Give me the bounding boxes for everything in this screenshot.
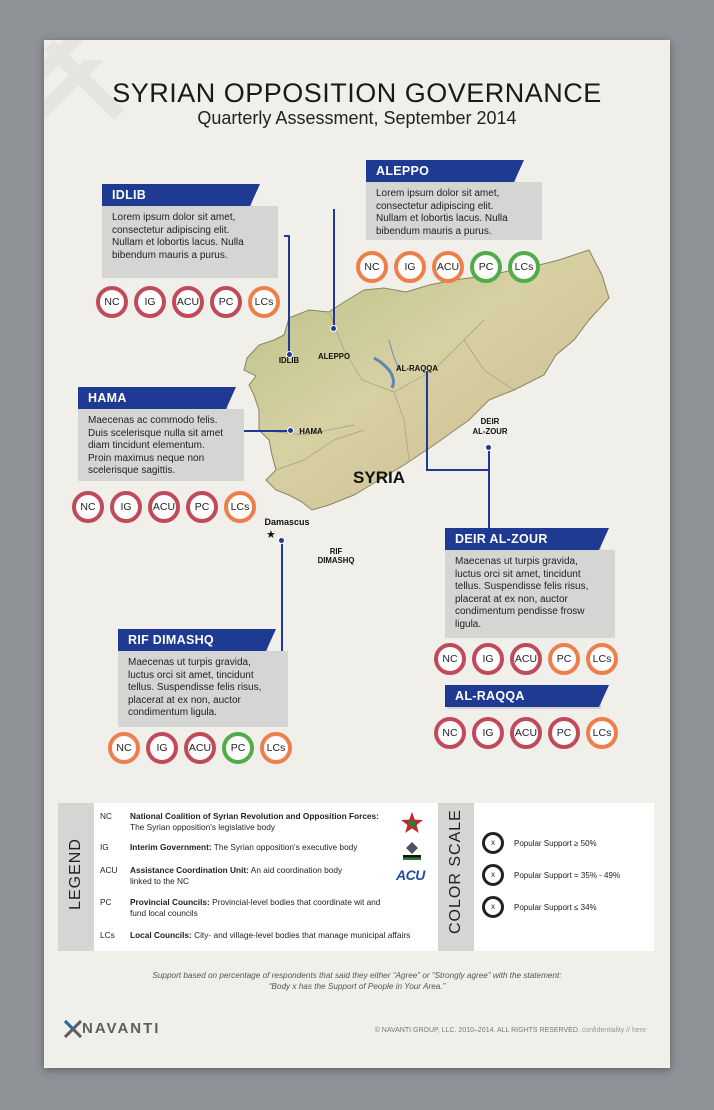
- region-text-line: Maecenas ac commodo felis.: [88, 415, 218, 426]
- navanti-logo-text: NAVANTI: [82, 1020, 161, 1037]
- legend-title: LEGEND: [67, 838, 84, 910]
- rating-circle-lcs: LCs: [586, 643, 618, 675]
- region-header-al-raqqa[interactable]: AL-RAQQA: [445, 685, 599, 707]
- copyright-text: © NAVANTI GROUP, LLC. 2010–2014. ALL RIGHTS RESERVED.: [374, 1027, 580, 1034]
- scale-circle-red: x: [482, 896, 504, 918]
- color-scale-title: COLOR SCALE: [447, 809, 464, 934]
- region-text-line: Lorem ipsum dolor sit amet,: [376, 188, 500, 199]
- rating-circle-ig: IG: [110, 491, 142, 523]
- region-header-idlib[interactable]: IDLIB: [102, 184, 250, 206]
- legend-abbr: LCs: [100, 930, 115, 940]
- legend-desc-nc: [130, 811, 420, 832]
- rating-circle-lcs: LCs: [248, 286, 280, 318]
- deir-marker: [485, 444, 492, 451]
- region-header-hama[interactable]: HAMA: [78, 387, 226, 409]
- legend-panel: [58, 803, 654, 951]
- rating-circle-pc: PC: [548, 643, 580, 675]
- rating-circle-pc: PC: [186, 491, 218, 523]
- region-text-line: Nullam et lobortis lacus. Nulla: [112, 237, 244, 249]
- map-label-rif-line2: DIMASHQ: [317, 556, 355, 565]
- region-text-line: luctus orci sit amet, tincidunt: [455, 568, 581, 580]
- legend-abbr: PC: [100, 897, 112, 907]
- map-label-hama: HAMA: [299, 427, 323, 436]
- region-text-idlib: [102, 206, 278, 278]
- ig-emblem-icon: [398, 840, 426, 862]
- legend-definition: Provincial-level bodies that coordinate wit and fund local councils: [130, 897, 381, 918]
- legend-definition: The Syrian opposition's executive body: [213, 842, 358, 852]
- footnote-line-2: “Body x has the Support of People in Your Area.”: [268, 982, 446, 991]
- legend-term: Local Councils:: [130, 930, 192, 940]
- region-text-line: consectetur adipiscing elit.: [112, 224, 230, 236]
- rating-circle-nc: NC: [434, 643, 466, 675]
- legend-term: National Coalition of Syrian Revolution and Opposition Forces:: [130, 811, 379, 821]
- page-title: SYRIAN OPPOSITION GOVERNANCE: [112, 78, 602, 108]
- rating-circle-ig: IG: [146, 732, 178, 764]
- legend-desc-pc: [130, 897, 390, 918]
- region-header-aleppo[interactable]: ALEPPO: [366, 160, 514, 182]
- rating-circle-nc: NC: [108, 732, 140, 764]
- rating-circle-nc: NC: [434, 717, 466, 749]
- rating-circle-acu: ACU: [172, 286, 204, 318]
- rating-circle-pc: PC: [470, 251, 502, 283]
- scale-circle-orange: x: [482, 864, 504, 886]
- legend-abbr: NC: [100, 811, 112, 821]
- star-icon: ★: [266, 529, 276, 541]
- rating-circle-acu: ACU: [432, 251, 464, 283]
- legend-desc-ig: [130, 842, 420, 853]
- region-text-aleppo: [366, 182, 542, 240]
- region-text-hama: [78, 409, 244, 481]
- rif-marker: [278, 537, 285, 544]
- rating-circle-acu: ACU: [184, 732, 216, 764]
- rating-circle-lcs: LCs: [260, 732, 292, 764]
- aleppo-marker: [330, 325, 337, 332]
- region-text-line: tellus. Suspendisse felis risus,: [455, 581, 589, 593]
- region-text-line: consectetur adipiscing elit.: [376, 200, 494, 212]
- rating-circle-pc: PC: [548, 717, 580, 749]
- region-text-line: condimentum pendisse frosw: [455, 606, 585, 618]
- navanti-logo-icon: [64, 1020, 82, 1038]
- copyright-tail: confidentiality // here: [581, 1027, 646, 1034]
- scale-label-green: Popular Support ≥ 50%: [514, 839, 597, 848]
- region-text-line: Duis scelerisque nulla sit amet: [88, 427, 224, 439]
- region-text-line: Maecenas ut turpis gravida,: [128, 657, 251, 668]
- rating-circle-nc: NC: [96, 286, 128, 318]
- region-text-line: placerat at ex non, auctor: [455, 593, 568, 605]
- region-text-line: Lorem ipsum dolor sit amet,: [112, 212, 236, 223]
- map-label-damascus: Damascus: [264, 517, 310, 527]
- region-text-line: Nullam et lobortis lacus. Nulla: [376, 213, 508, 225]
- map-label-deir-line1: DEIR: [480, 417, 500, 426]
- legend-definition: An aid coordination body linked to the NC: [130, 865, 343, 886]
- rating-circle-ig: IG: [472, 717, 504, 749]
- infographic-card: [44, 40, 670, 1068]
- legend-term: Assistance Coordination Unit:: [130, 865, 249, 875]
- rating-circle-pc: PC: [210, 286, 242, 318]
- region-text-line: luctus orci sit amet, tincidunt: [128, 669, 254, 681]
- legend-term: Interim Government:: [130, 842, 212, 852]
- legend-abbr: IG: [100, 842, 109, 852]
- region-text-line: tellus. Suspendisse felis risus,: [128, 682, 262, 694]
- rating-circle-ig: IG: [394, 251, 426, 283]
- rating-circle-acu: ACU: [510, 717, 542, 749]
- region-text-deir-al-zour: [445, 550, 615, 638]
- region-text-line: ligula.: [455, 618, 482, 630]
- map-label-syria: SYRIA: [353, 468, 405, 487]
- region-text-line: scelerisque sagittis.: [88, 465, 176, 477]
- rating-circle-lcs: LCs: [586, 717, 618, 749]
- region-text-line: Proin maximus neque non: [88, 452, 205, 464]
- page-subtitle: Quarterly Assessment, September 2014: [197, 108, 517, 128]
- rating-circle-nc: NC: [72, 491, 104, 523]
- scale-label-red: Popular Support ≤ 34%: [514, 903, 597, 912]
- region-header-deir-al-zour[interactable]: DEIR AL-ZOUR: [445, 528, 599, 550]
- region-text-line: bibendum mauris a purus.: [376, 225, 492, 237]
- nc-emblem-icon: [400, 811, 424, 835]
- region-text-line: placerat at ex non, auctor: [128, 694, 241, 706]
- rating-circle-acu: ACU: [510, 643, 542, 675]
- rating-circle-ig: IG: [472, 643, 504, 675]
- rating-circle-acu: ACU: [148, 491, 180, 523]
- region-text-line: condimentum ligula.: [128, 707, 217, 719]
- acu-logo: ACU: [396, 867, 425, 883]
- legend-desc-lcs: [130, 930, 430, 941]
- legend-desc-acu: [130, 865, 358, 886]
- scale-circle-green: x: [482, 832, 504, 854]
- region-text-rif-dimashq: [118, 651, 288, 727]
- region-text-line: bibendum mauris a purus.: [112, 249, 228, 261]
- map-label-raqqa: AL-RAQQA: [395, 364, 438, 373]
- rating-circle-nc: NC: [356, 251, 388, 283]
- map-label-deir-line2: AL-ZOUR: [472, 427, 508, 436]
- rating-circle-lcs: LCs: [508, 251, 540, 283]
- rating-circle-ig: IG: [134, 286, 166, 318]
- legend-definition: The Syrian opposition's legislative body: [130, 821, 276, 832]
- map-label-idlib: IDLIB: [278, 356, 300, 365]
- hama-marker: [287, 427, 294, 434]
- scale-label-orange: Popular Support = 35% - 49%: [514, 871, 621, 880]
- region-header-rif-dimashq[interactable]: RIF DIMASHQ: [118, 629, 266, 651]
- rating-circle-lcs: LCs: [224, 491, 256, 523]
- legend-definition: City- and village-level bodies that manage municipal affairs: [194, 930, 411, 940]
- footnote-line-1: Support based on percentage of respondents that said they either “Agree” or “Strongly agree” with the statement:: [152, 971, 562, 980]
- map-label-rif-line1: RIF: [329, 547, 343, 556]
- map-label-aleppo: ALEPPO: [317, 352, 351, 361]
- legend-term: Provincial Councils:: [130, 897, 210, 907]
- region-text-line: diam tincidunt elementum.: [88, 440, 205, 452]
- legend-abbr: ACU: [100, 865, 118, 875]
- copyright: [375, 1027, 646, 1034]
- rating-circle-pc: PC: [222, 732, 254, 764]
- region-text-line: Maecenas ut turpis gravida,: [455, 556, 578, 567]
